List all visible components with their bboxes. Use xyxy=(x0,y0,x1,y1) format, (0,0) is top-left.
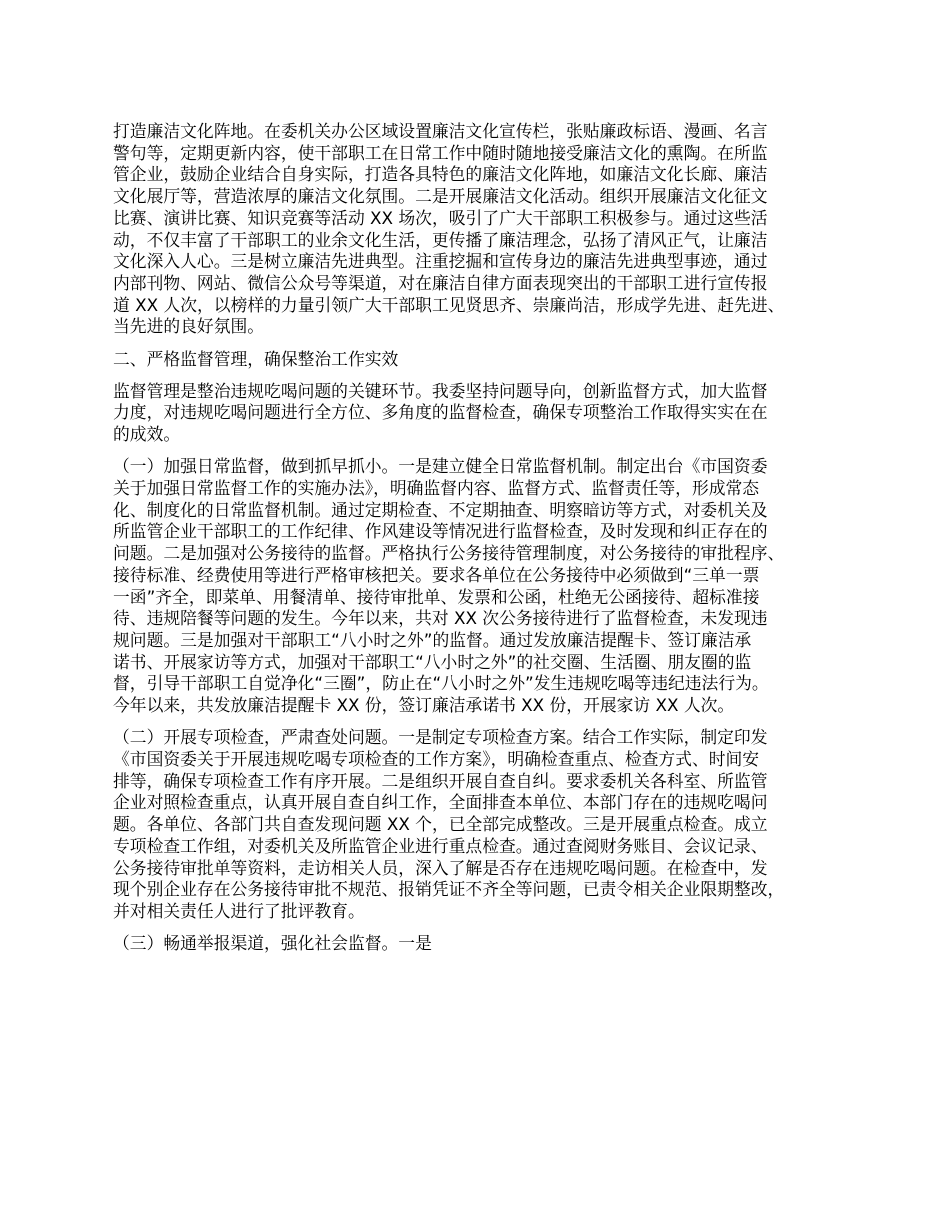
document-body xyxy=(113,121,848,965)
section-heading-supervision: 二、严格监督管理，确保整治工作实效 xyxy=(113,348,399,369)
paragraph-daily-supervision: （一）加强日常监督，做到抓早抓小。一是建立健全日常监督机制。制定出台《市国资委 关于加强日常监督工作的实施办法》，明确监督内容、监督方式、监督责任等，形成常态 化、制度化的日常监督机制。通过定期检查、不定期抽查、明察暗访等方式，对委机关及 所监管企业干部职工的工作纪律、作风建设等情况进行监督检查，及时发现和纠正存在的 问题。二是加强对公务接待的监督。严格执行公务接待管理制度，对公务接待的审批程序、 接待标准、经费使用等进行严格审核把关。要求各单位在公务接待中必须做到“三单一票 一函”齐全，即菜单、用餐清单、接待审批单、发票和公函，杜绝无公函接待、超标准接 待、违规陪餐等问题的发生。今年以来，共对 XX 次公务接待进行了监督检查，未发现违 规问题。三是加强对干部职工“八小时之外”的监督。通过发放廉洁提醒卡、签订廉洁承 诺书、开展家访等方式，加强对干部职工“八小时之外”的社交圈、生活圈、朋友圈的监 督，引导干部职工自觉净化“三圈”，防止在“八小时之外”发生违规吃喝等违纪违法行为。 今年以来，共发放廉洁提醒卡 XX 份，签订廉洁承诺书 XX 份，开展家访 XX 人次。 xyxy=(113,456,785,716)
paragraph-supervision-intro: 监督管理是整治违规吃喝问题的关键环节。我委坚持问题导向，创新监督方式，加大监督 力度，对违规吃喝问题进行全方位、多角度的监督检查，确保专项整治工作取得实实在在 的成效。 xyxy=(113,380,768,445)
paragraph-special-inspection: （二）开展专项检查，严肃查处问题。一是制定专项检查方案。结合工作实际，制定印发 《市国资委关于开展违规吃喝专项检查的工作方案》，明确检查重点、检查方式、时间安 排等，确保专项检查工作有序开展。二是组织开展自查自纠。要求委机关各科室、所监管 企业对照检查重点，认真开展自查自纠工作，全面排查本单位、本部门存在的违规吃喝问 题。各单位、各部门共自查发现问题 XX 个，已全部完成整改。三是开展重点检查。成立 专项检查工作组，对委机关及所监管企业进行重点检查。通过查阅财务账目、会议记录、 公务接待审批单等资料，走访相关人员，深入了解是否存在违规吃喝问题。在检查中，发 现个别企业存在公务接待审批不规范、报销凭证不齐全等问题，已责令相关企业限期整改， 并对相关责任人进行了批评教育。 xyxy=(113,727,785,921)
paragraph-reporting-channels: （三）畅通举报渠道，强化社会监督。一是 xyxy=(113,933,432,954)
paragraph-culture-position: 打造廉洁文化阵地。在委机关办公区域设置廉洁文化宣传栏，张贴廉政标语、漫画、名言 警句等，定期更新内容，使干部职工在日常工作中随时随地接受廉洁文化的熏陶。在所监 管企业，鼓励企业结合自身实际，打造各具特色的廉洁文化阵地，如廉洁文化长廊、廉洁 文化展厅等，营造浓厚的廉洁文化氛围。二是开展廉洁文化活动。组织开展廉洁文化征文 比赛、演讲比赛、知识竞赛等活动 XX 场次，吸引了广大干部职工积极参与。通过这些活 动，不仅丰富了干部职工的业余文化生活，更传播了廉洁理念，弘扬了清风正气，让廉洁 文化深入人心。三是树立廉洁先进典型。注重挖掘和宣传身边的廉洁先进典型事迹，通过 内部刊物、网站、微信公众号等渠道，对在廉洁自律方面表现突出的干部职工进行宣传报 道 XX 人次，以榜样的力量引领广大干部职工见贤思齐、崇廉尚洁，形成学先进、赶先进、 当先进的良好氛围。 xyxy=(113,121,785,337)
